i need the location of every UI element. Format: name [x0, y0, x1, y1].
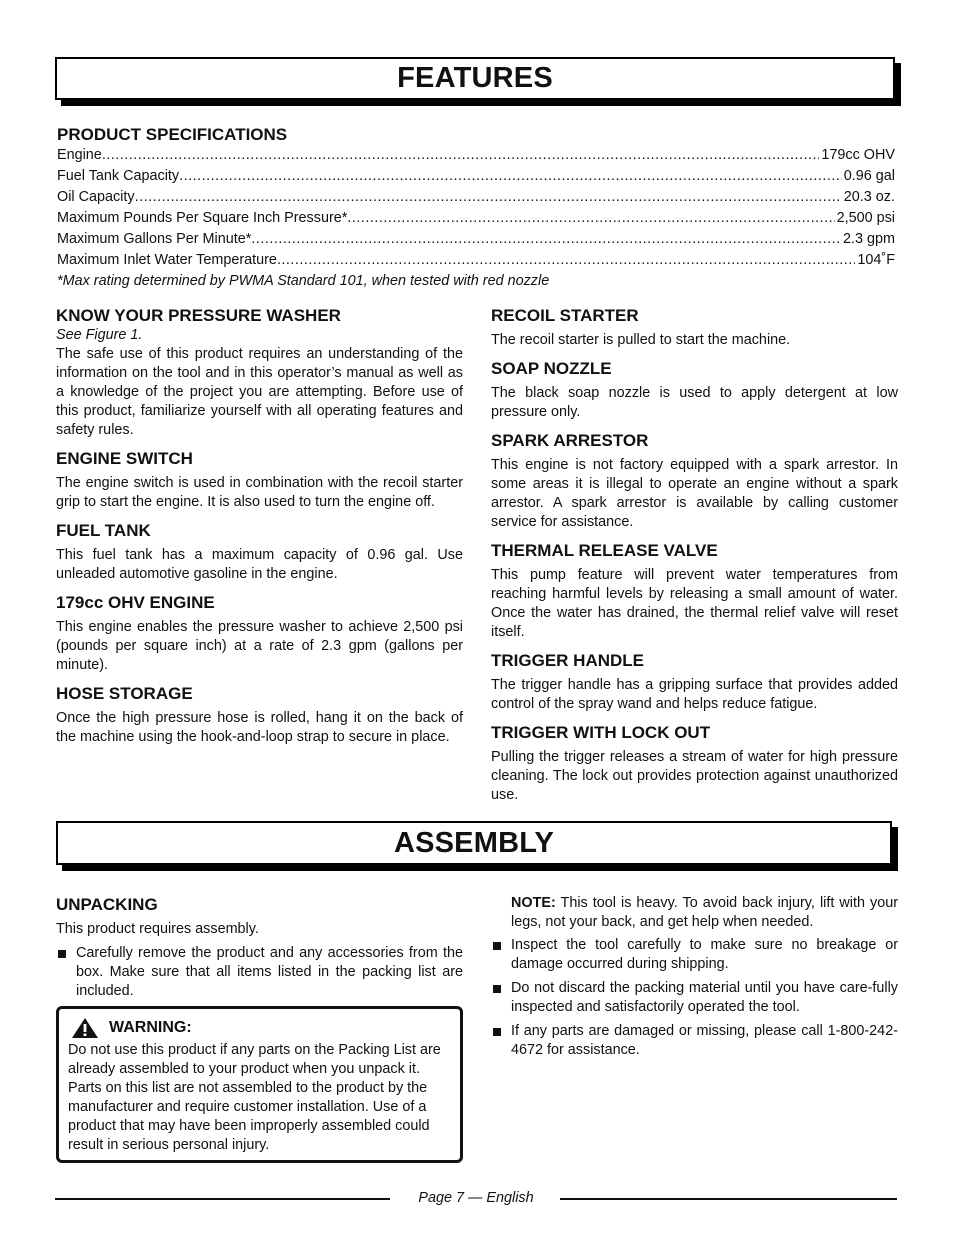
feature-block [491, 723, 898, 805]
spec-label: Maximum Inlet Water Temperature [57, 252, 277, 268]
specs-heading: PRODUCT SPECIFICATIONS [57, 125, 288, 144]
feature-block [491, 651, 898, 714]
list-item: Do not discard the packing material until you have care-fully inspected and satisfactorily operated the tool. [491, 979, 898, 1017]
assembly-left-column [56, 895, 463, 1006]
features-title: FEATURES [397, 62, 553, 94]
spec-row [57, 166, 895, 187]
feature-text: This pump feature will prevent water temperatures from reaching harmful levels by releasing a small amount of water. Once the water has drained, the thermal relief valve will reset itself. [491, 567, 898, 640]
assembly-banner [56, 821, 892, 865]
leader-dots [251, 229, 841, 250]
spec-label: Oil Capacity [57, 189, 135, 205]
leader-dots [179, 166, 842, 187]
note-label: NOTE: [511, 895, 556, 911]
feature-block [56, 521, 463, 584]
feature-text: The safe use of this product requires an understanding of the information on the tool and in this operator’s manual as well as a knowledge of the project you are attempting. Before use of this product, familiarize yourself with all operating features and safety rules. [56, 346, 463, 438]
feature-heading: TRIGGER WITH LOCK OUT [491, 723, 711, 742]
note-paragraph [491, 894, 898, 932]
feature-block [491, 541, 898, 642]
feature-text: Once the high pressure hose is rolled, hang it on the back of the machine using the hook-and-loop strap to secure in place. [56, 710, 463, 745]
spec-row [57, 208, 895, 229]
leader-dots [277, 250, 855, 271]
feature-text: Pulling the trigger releases a stream of water for high pressure cleaning. The lock out provides protection against unauthorized use. [491, 749, 898, 803]
warning-text: Do not use this product if any parts on the Packing List are already assembled to your product when you unpack it. Parts on this list are not assembled to the product by the manufacturer and require customer installation. Use of a product that may have been improperly assembled could result in serious personal injury. [68, 1042, 441, 1153]
spec-value: 2.3 gpm [843, 231, 895, 247]
spec-value: 20.3 oz. [843, 189, 895, 205]
warning-heading: WARNING: [109, 1019, 192, 1036]
warning-triangle-icon [71, 1017, 99, 1039]
feature-text: The engine switch is used in combination with the recoil starter grip to start the engine. It is also used to turn the engine off. [56, 475, 463, 510]
feature-heading: HOSE STORAGE [56, 684, 193, 703]
leader-dots [135, 187, 842, 208]
feature-text: This engine enables the pressure washer to achieve 2,500 psi (pounds per square inch) at a rate of 2.3 gpm (gallons per minute). [56, 619, 463, 673]
feature-heading: TRIGGER HANDLE [491, 651, 644, 670]
unpacking-intro: This product requires assembly. [56, 921, 259, 937]
feature-text: This fuel tank has a maximum capacity of 0.96 gal. Use unleaded automotive gasoline in the engine. [56, 547, 463, 582]
spec-row [57, 187, 895, 208]
feature-text: The recoil starter is pulled to start the machine. [491, 332, 791, 348]
spec-value: 179cc OHV [821, 147, 895, 163]
feature-text: This engine is not factory equipped with a spark arrestor. In some areas it is illegal to operate an engine without a spark arrestor. A spark arrestor is available by calling customer service for assistance. [491, 457, 898, 530]
list-item: Carefully remove the product and any accessories from the box. Make sure that all items listed in the packing list are included. [56, 944, 463, 1001]
specs-footnote: *Max rating determined by PWMA Standard 101, when tested with red nozzle [57, 273, 550, 289]
assembly-right-column [491, 894, 898, 1065]
features-left-column [56, 306, 463, 756]
list-item: If any parts are damaged or missing, please call 1-800-242-4672 for assistance. [491, 1022, 898, 1060]
feature-heading: KNOW YOUR PRESSURE WASHER [56, 306, 341, 325]
spec-row [57, 145, 895, 166]
spec-label: Maximum Pounds Per Square Inch Pressure* [57, 210, 348, 226]
unpacking-heading: UNPACKING [56, 895, 158, 914]
leader-dots [102, 145, 820, 166]
feature-block [56, 449, 463, 512]
spec-value: 0.96 gal [843, 168, 895, 184]
spec-row [57, 250, 895, 271]
feature-heading: SOAP NOZZLE [491, 359, 612, 378]
spec-label: Maximum Gallons Per Minute* [57, 231, 252, 247]
feature-text: The black soap nozzle is used to apply detergent at low pressure only. [491, 385, 898, 420]
feature-heading: 179cc OHV ENGINE [56, 593, 215, 612]
feature-block [491, 359, 898, 422]
warning-box [56, 1006, 463, 1163]
unpacking-bullets [56, 944, 463, 1001]
spec-value: 2,500 psi [836, 210, 895, 226]
product-specifications [57, 125, 895, 292]
spec-label: Fuel Tank Capacity [57, 168, 180, 184]
feature-heading: ENGINE SWITCH [56, 449, 193, 468]
assembly-title: ASSEMBLY [393, 826, 555, 859]
features-banner [55, 57, 895, 100]
feature-heading: SPARK ARRESTOR [491, 431, 649, 450]
feature-heading: FUEL TANK [56, 521, 151, 540]
leader-dots [347, 208, 834, 229]
page-number: Page 7 — English [418, 1190, 534, 1206]
feature-block [491, 306, 898, 350]
feature-heading: RECOIL STARTER [491, 306, 639, 325]
warning-header [68, 1017, 452, 1039]
features-right-column [491, 306, 898, 814]
feature-block [491, 431, 898, 532]
feature-heading: THERMAL RELEASE VALVE [491, 541, 718, 560]
spec-value: 104˚F [857, 252, 895, 268]
feature-block [56, 684, 463, 747]
assembly-bullets [491, 936, 898, 1060]
page-footer [55, 1188, 897, 1208]
feature-block [56, 306, 463, 440]
feature-block [56, 593, 463, 675]
list-item: Inspect the tool carefully to make sure no breakage or damage occurred during shipping. [491, 936, 898, 974]
feature-text: The trigger handle has a gripping surface that provides added control of the spray wand and helps reduce fatigue. [491, 677, 898, 712]
spec-label: Engine [57, 147, 102, 163]
figure-reference: See Figure 1. [56, 327, 143, 343]
footer-rule-right [560, 1198, 897, 1200]
note-text: This tool is heavy. To avoid back injury, lift with your legs, not your back, and get help when needed. [511, 895, 898, 930]
spec-row [57, 229, 895, 250]
